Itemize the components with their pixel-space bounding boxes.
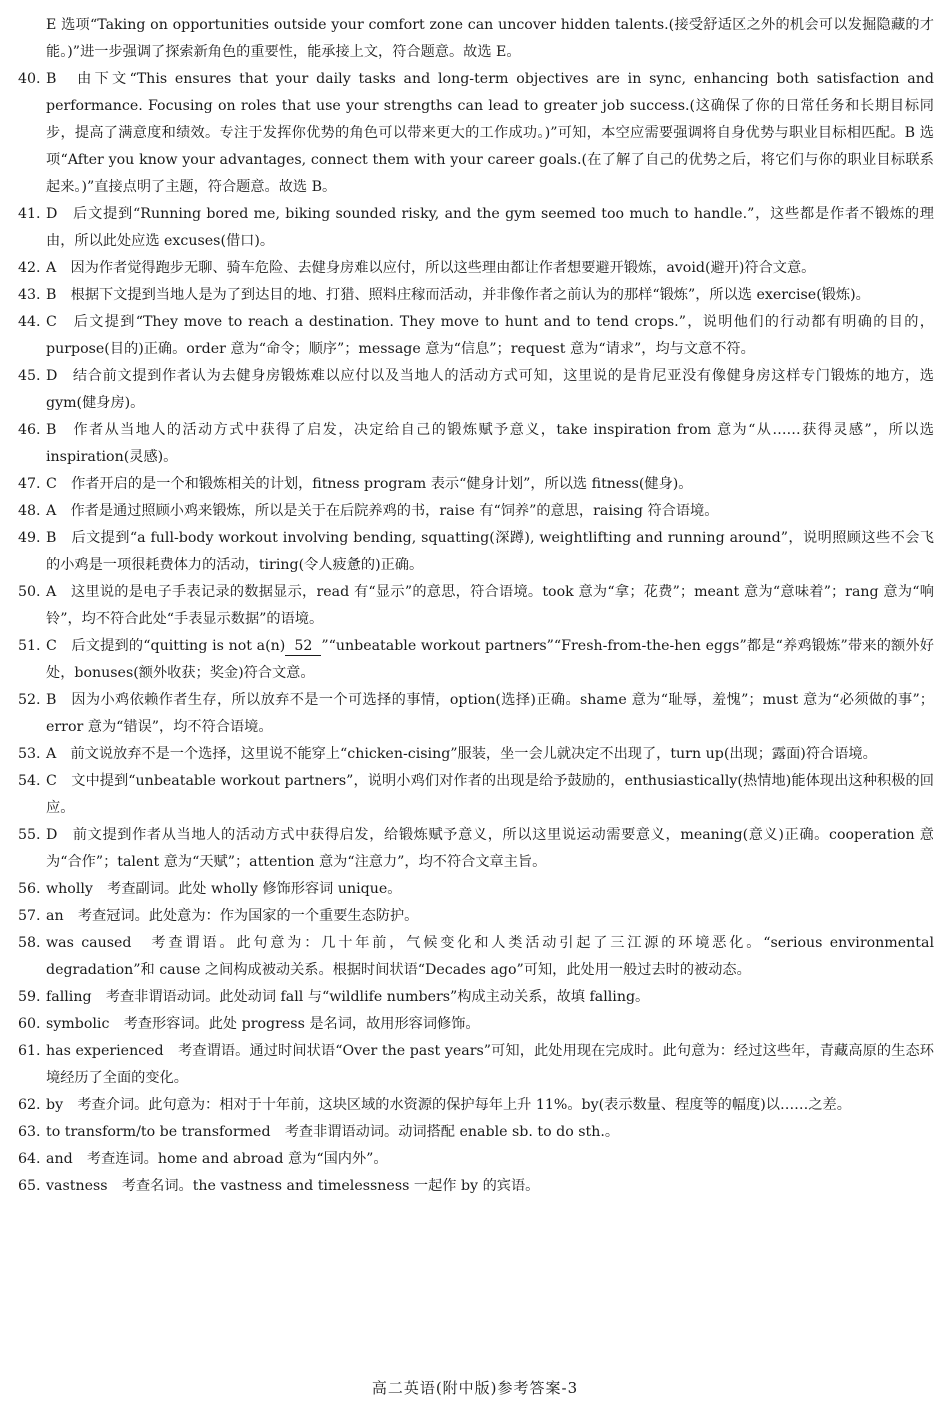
answer-item [18, 876, 934, 903]
answer-item [18, 309, 934, 363]
explanation-text: 考查非谓语动词。动词搭配 enable sb. to do sth.。 [284, 1124, 620, 1140]
answer-item [18, 633, 934, 687]
answer-body [46, 876, 934, 903]
answer-key: to transform/to be transformed [46, 1124, 271, 1140]
answer-key: A [46, 584, 57, 600]
question-number: 42. [18, 260, 41, 276]
answer-item [18, 66, 934, 201]
answer-body [46, 417, 934, 471]
answer-key: symbolic [46, 1016, 110, 1032]
explanation-text: 后文提到“a full-body workout involving bending, squatting(深蹲), weightlifting and running around”，说明照顾这些不会飞的小鸡是一项很耗费体力的活动，tiring(令人疲惫的)正确。 [46, 530, 934, 573]
answer-item [18, 1038, 934, 1092]
question-number: 64. [18, 1151, 41, 1167]
answer-key: falling [46, 989, 92, 1005]
answer-body [46, 930, 934, 984]
answer-item [18, 984, 934, 1011]
page-footer: 高二英语(附中版)参考答案-3 [371, 1379, 579, 1397]
explanation-text: 这里说的是电子手表记录的数据显示，read 有“显示”的意思，符合语境。took 意为“拿；花费”；meant 意为“意味着”；rang 意为“响铃”，均不符合此处“手表显示数据”的语境。 [46, 584, 934, 627]
answer-item [18, 471, 934, 498]
blank-number: 52 [285, 637, 321, 656]
answer-item [18, 930, 934, 984]
answer-item [18, 1146, 934, 1173]
question-number: 55. [18, 827, 41, 843]
answer-body [46, 1092, 934, 1119]
answer-item [18, 363, 934, 417]
answer-item [18, 822, 934, 876]
answer-key: B [46, 287, 57, 303]
answer-key: an [46, 908, 64, 924]
answer-list [18, 66, 934, 1200]
answer-body [46, 66, 934, 201]
answer-body [46, 741, 934, 768]
answer-body [46, 822, 934, 876]
answer-key: C [46, 476, 57, 492]
explanation-text: 由下文“This ensures that your daily tasks and long-term objectives are in sync, enhancing both satisfaction and performance. Focusing on roles that use your strengths can lead to greater job success.(这确保了你的日常任务和长期目标同步，提高了满意度和绩效。专注于发挥你优势的角色可以带来更大的工作成功。)”可知，本空应需要强调将自身优势与职业目标相匹配。B 选项“After you know your advantages, connect them with your career goals.(在了解了自己的优势之后，将它们与你的职业目标联系起来。)”直接点明了主题，符合题意。故选 B。 [46, 71, 934, 195]
explanation-text: ”“unbeatable workout partners”“Fresh-from-the-hen eggs”都是“养鸡锻炼”带来的额外好处，bonuses(额外收获；奖金)符合文意。 [46, 638, 934, 681]
question-number: 58. [18, 935, 41, 951]
answer-body [46, 1011, 934, 1038]
answer-key-content [18, 12, 934, 1200]
explanation-text: 考查连词。home and abroad 意为“国内外”。 [86, 1151, 388, 1167]
answer-key: and [46, 1151, 73, 1167]
answer-item [18, 579, 934, 633]
answer-key: B [46, 71, 57, 87]
answer-key: A [46, 260, 57, 276]
explanation-text: 前文提到作者从当地人的活动方式中获得启发，给锻炼赋予意义，所以这里说运动需要意义，meaning(意义)正确。cooperation 意为“合作”；talent 意为“天赋”；attention 意为“注意力”，均不符合文章主旨。 [46, 827, 934, 870]
question-number: 63. [18, 1124, 41, 1140]
explanation-text: 考查冠词。此处意为：作为国家的一个重要生态防护。 [77, 908, 419, 924]
answer-item [18, 1011, 934, 1038]
answer-body [46, 255, 934, 282]
answer-key: C [46, 314, 57, 330]
explanation-text: 考查形容词。此处 progress 是名词，故用形容词修饰。 [123, 1016, 480, 1032]
answer-body [46, 1038, 934, 1092]
explanation-text: 因为小鸡依赖作者生存，所以放弃不是一个可选择的事情，option(选择)正确。shame 意为“耻辱，羞愧”；must 意为“必须做的事”；error 意为“错误”，均不符合语境。 [46, 692, 934, 735]
question-number: 41. [18, 206, 41, 222]
answer-key: D [46, 206, 58, 222]
explanation-text: 后文提到“Running bored me, biking sounded risky, and the gym seemed too much to handle.”，这些都是作者不锻炼的理由，所以此处应选 excuses(借口)。 [46, 206, 934, 249]
answer-body [46, 471, 934, 498]
answer-item [18, 1119, 934, 1146]
answer-item [18, 687, 934, 741]
answer-body [46, 282, 934, 309]
question-number: 49. [18, 530, 41, 546]
answer-body [46, 984, 934, 1011]
answer-item [18, 282, 934, 309]
question-number: 60. [18, 1016, 41, 1032]
explanation-text: 作者从当地人的活动方式中获得了启发，决定给自己的锻炼赋予意义，take inspiration from 意为“从……获得灵感”，所以选 inspiration(灵感)。 [46, 422, 934, 465]
answer-key: was caused [46, 935, 132, 951]
answer-key: D [46, 827, 58, 843]
explanation-text: 作者开启的是一个和锻炼相关的计划，fitness program 表示“健身计划”，所以选 fitness(健身)。 [71, 476, 693, 492]
question-number: 51. [18, 638, 41, 654]
answer-body [46, 903, 934, 930]
explanation-text: 后文提到的“quitting is not a(n) [71, 638, 286, 654]
question-number: 50. [18, 584, 41, 600]
answer-key: wholly [46, 881, 93, 897]
answer-body [46, 309, 934, 363]
answer-key: B [46, 530, 57, 546]
question-number: 45. [18, 368, 41, 384]
explanation-text: 后文提到“They move to reach a destination. They move to hunt and to tend crops.”，说明他们的行动都有明确的目的，purpose(目的)正确。order 意为“命令；顺序”；message 意为“信息”；request 意为“请求”，均与文意不符。 [46, 314, 934, 357]
question-number: 43. [18, 287, 41, 303]
answer-body [46, 1173, 934, 1200]
explanation-text: 文中提到“unbeatable workout partners”，说明小鸡们对作者的出现是给予鼓励的，enthusiastically(热情地)能体现出这种积极的回应。 [46, 773, 934, 816]
explanation-text: 因为作者觉得跑步无聊、骑车危险、去健身房难以应付，所以这些理由都让作者想要避开锻炼，avoid(避开)符合文意。 [70, 260, 816, 276]
answer-key: D [46, 368, 58, 384]
question-number: 57. [18, 908, 41, 924]
answer-item [18, 903, 934, 930]
question-number: 48. [18, 503, 41, 519]
answer-body [46, 363, 934, 417]
continued-paragraph: E 选项“Taking on opportunities outside your comfort zone can uncover hidden talents.(接受舒适区之外的机会可以发掘隐藏的才能。)”进一步强调了探索新角色的重要性，能承接上文，符合题意。故选 E。 [46, 17, 934, 60]
question-number: 61. [18, 1043, 41, 1059]
answer-item [18, 768, 934, 822]
question-number: 44. [18, 314, 41, 330]
answer-key: A [46, 503, 57, 519]
explanation-text: 结合前文提到作者认为去健身房锻炼难以应付以及当地人的活动方式可知，这里说的是肯尼亚没有像健身房这样专门锻炼的地方，选 gym(健身房)。 [46, 368, 934, 411]
answer-item [18, 255, 934, 282]
question-number: 53. [18, 746, 41, 762]
answer-item [18, 201, 934, 255]
answer-body [46, 201, 934, 255]
explanation-text: 前文说放弃不是一个选择，这里说不能穿上“chicken-cising”服装，坐一会儿就决定不出现了，turn up(出现；露面)符合语境。 [70, 746, 877, 762]
question-number: 46. [18, 422, 41, 438]
answer-item [18, 417, 934, 471]
answer-item [18, 1092, 934, 1119]
answer-item [18, 525, 934, 579]
question-number: 56. [18, 881, 41, 897]
answer-body [46, 525, 934, 579]
explanation-text: 考查谓语。此句意为：几十年前，气候变化和人类活动引起了三江源的环境恶化。“serious environmental degradation”和 cause 之间构成被动关系。根据时间状语“Decades ago”可知，此处用一般过去时的被动态。 [46, 935, 934, 978]
answer-body [46, 768, 934, 822]
answer-key: B [46, 422, 57, 438]
question-number: 65. [18, 1178, 41, 1194]
question-number: 52. [18, 692, 41, 708]
answer-key: has experienced [46, 1043, 164, 1059]
answer-item [18, 741, 934, 768]
answer-key: by [46, 1097, 64, 1113]
answer-key: vastness [46, 1178, 108, 1194]
question-number: 59. [18, 989, 41, 1005]
answer-body [46, 579, 934, 633]
explanation-text: 作者是通过照顾小鸡来锻炼，所以是关于在后院养鸡的书，raise 有“饲养”的意思，raising 符合语境。 [70, 503, 719, 519]
question-number: 47. [18, 476, 41, 492]
answer-key: A [46, 746, 57, 762]
question-number: 40. [18, 71, 41, 87]
explanation-text: 考查谓语。通过时间状语“Over the past years”可知，此处用现在完成时。此句意为：经过这些年，青藏高原的生态环境经历了全面的变化。 [46, 1043, 934, 1086]
explanation-text: 根据下文提到当地人是为了到达目的地、打猎、照料庄稼而活动，并非像作者之前认为的那样“锻炼”，所以选 exercise(锻炼)。 [70, 287, 870, 303]
explanation-text: 考查非谓语动词。此处动词 fall 与“wildlife numbers”构成主动关系，故填 falling。 [105, 989, 650, 1005]
answer-key: B [46, 692, 57, 708]
explanation-text: 考查介词。此句意为：相对于十年前，这块区域的水资源的保护每年上升 11%。by(表示数量、程度等的幅度)以……之差。 [77, 1097, 851, 1113]
explanation-text: 考查名词。the vastness and timelessness 一起作 by 的宾语。 [121, 1178, 540, 1194]
question-number: 54. [18, 773, 41, 789]
answer-body [46, 687, 934, 741]
answer-body [46, 633, 934, 687]
answer-body [46, 1119, 934, 1146]
answer-item [18, 1173, 934, 1200]
explanation-text: 考查副词。此处 wholly 修饰形容词 unique。 [107, 881, 402, 897]
answer-key: C [46, 773, 57, 789]
answer-body [46, 498, 934, 525]
answer-body [46, 1146, 934, 1173]
answer-item [18, 498, 934, 525]
question-number: 62. [18, 1097, 41, 1113]
answer-key: C [46, 638, 57, 654]
